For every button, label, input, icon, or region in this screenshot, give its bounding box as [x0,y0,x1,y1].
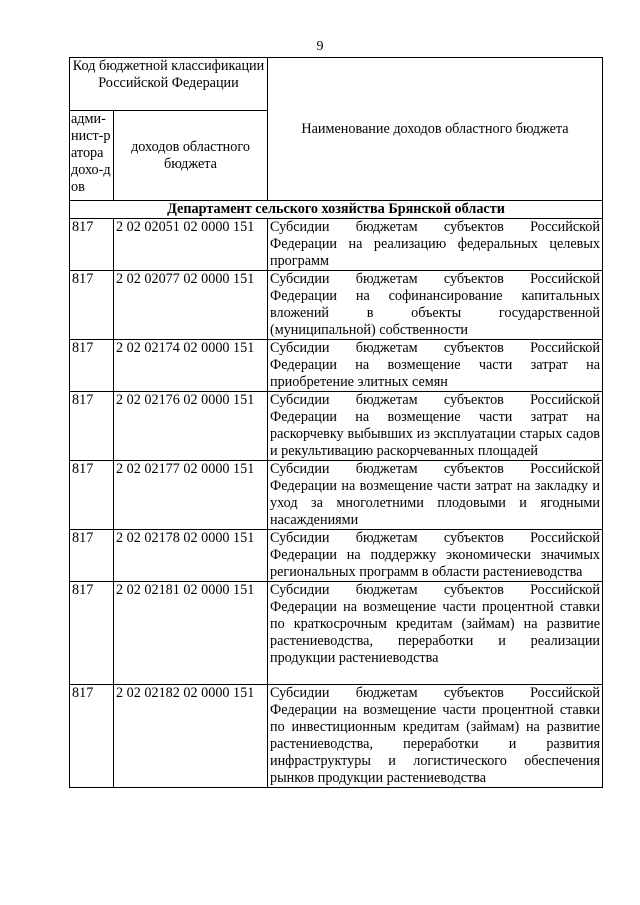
admin-code-cell: 817 [70,582,114,685]
table-row [70,219,603,271]
header-row-top [70,58,603,111]
budget-code-cell: 2 02 02051 02 0000 151 [114,219,268,271]
table-row [70,340,603,392]
admin-code-cell: 817 [70,392,114,461]
budget-code-cell: 2 02 02176 02 0000 151 [114,392,268,461]
table-row [70,461,603,530]
table-row [70,685,603,788]
budget-classification-table [69,57,603,788]
header-classification: Код бюджетной классификации Российской Федерации [70,58,268,111]
admin-code-cell: 817 [70,219,114,271]
income-name-cell: Субсидии бюджетам субъектов Российской Федерации на возмещение части затрат на приобретение элитных семян [268,340,603,392]
income-name-cell: Субсидии бюджетам субъектов Российской Федерации на софинансирование капитальных вложений в объекты государственной (муниципальной) собственности [268,271,603,340]
table-body [70,58,603,788]
table-row [70,530,603,582]
income-name-cell: Субсидии бюджетам субъектов Российской Федерации на реализацию федеральных целевых программ [268,219,603,271]
budget-code-cell: 2 02 02181 02 0000 151 [114,582,268,685]
section-row [70,201,603,219]
admin-code-cell: 817 [70,271,114,340]
admin-code-cell: 817 [70,685,114,788]
income-name-cell: Субсидии бюджетам субъектов Российской Федерации на возмещение части процентной ставки по инвестиционным кредитам (займам) на развитие растениеводства, переработки и развития инфраструктуры и логистического обеспечения рынков продукции растениеводства [268,685,603,788]
table-row [70,582,603,685]
income-name-cell: Субсидии бюджетам субъектов Российской Федерации на поддержку экономически значимых региональных программ в области растениеводства [268,530,603,582]
budget-code-cell: 2 02 02077 02 0000 151 [114,271,268,340]
income-name-cell: Субсидии бюджетам субъектов Российской Федерации на возмещение части затрат на раскорчевку выбывших из эксплуатации старых садов и рекультивацию раскорчеванных площадей [268,392,603,461]
table-row [70,271,603,340]
admin-code-cell: 817 [70,530,114,582]
header-income-name: Наименование доходов областного бюджета [268,58,603,201]
page-number: 9 [316,39,324,54]
header-income-code: доходов областного бюджета [114,111,268,201]
section-title: Департамент сельского хозяйства Брянской области [70,201,603,219]
table-row [70,392,603,461]
budget-code-cell: 2 02 02174 02 0000 151 [114,340,268,392]
budget-code-cell: 2 02 02177 02 0000 151 [114,461,268,530]
admin-code-cell: 817 [70,461,114,530]
income-name-cell: Субсидии бюджетам субъектов Российской Федерации на возмещение части затрат на закладку и уход за многолетними плодовыми и ягодными насаждениями [268,461,603,530]
budget-code-cell: 2 02 02182 02 0000 151 [114,685,268,788]
header-administrator: адми-нист-ратора дохо-дов [70,111,114,201]
admin-code-cell: 817 [70,340,114,392]
income-name-cell: Субсидии бюджетам субъектов Российской Федерации на возмещение части процентной ставки по краткосрочным кредитам (займам) на развитие растениеводства, переработки и реализации продукции растениеводства [268,582,603,685]
budget-code-cell: 2 02 02178 02 0000 151 [114,530,268,582]
